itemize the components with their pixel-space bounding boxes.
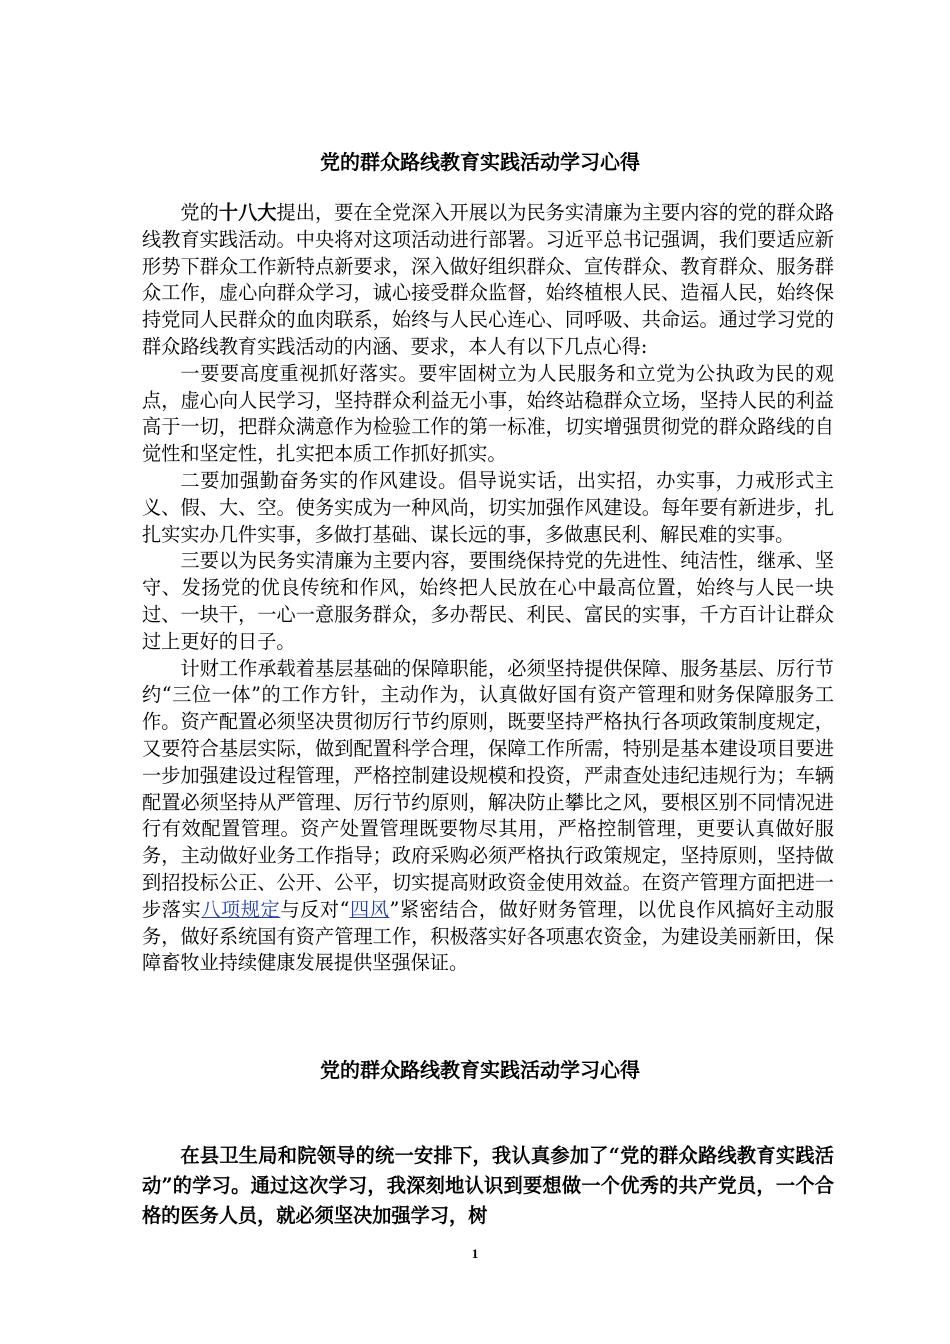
paragraph-1-text-before: 党的 [180, 201, 219, 224]
article-2-body [142, 1141, 834, 1231]
paragraph-1-text-after: 提出，要在全党深入开展以为民务实清廉为主要内容的党的群众路线教育实践活动。中央将对这项活动进行部署。习近平总书记强调，我们要适应新形势下群众工作新特点新要求，深入做好组织群众、宣传群众、教育群众、服务群众工作，虚心向群众学习，诚心接受群众监督，始终植根人民、造福人民，始终保持党同人民群众的血肉联系，始终与人民心连心、同呼吸、共命运。通过学习党的群众路线教育实践活动的内涵、要求，本人有以下几点心得: [142, 201, 835, 358]
article-1-paragraph-4: 三要以为民务实清廉为主要内容，要围绕保持党的先进性、纯洁性，继承、坚守、发扬党的优良传统和作风，始终把人民放在心中最高位置，始终与人民一块过、一块干，一心一意服务群众，多办帮民、利民、富民的实事，千方百计让群众过上更好的日子。 [142, 549, 834, 653]
eighteenth-congress-bold: 十八大 [218, 201, 277, 224]
paragraph-5-text-1: 计财工作承载着基层基础的保障职能，必须坚持提供保障、服务基层、厉行节约“三位一体”的工作方针，主动作为，认真做好国有资产管理和财务保障服务工作。资产配置必须坚决贯彻厉行节约原则，既要坚持严格执行各项政策制度规定，又要符合基层实际，做到配置科学合理，保障工作所需，特别是基本建设项目要进一步加强建设过程管理，严格控制建设规模和投资，严肃查处违纪违规行为；车辆配置必须坚持从严管理、厉行节约原则，解决防止攀比之风，要根区别不同情况进行有效配置管理。资产处置管理既要物尽其用，严格控制管理，更要认真做好服务，主动做好业务工作指导；政府采购必须严格执行政策规定，坚持原则，坚持做到招投标公正、公开、公平，切实提高财政资金使用效益。在资产管理方面把进一步落实 [142, 656, 834, 921]
article-1-title: 党的群众路线教育实践活动学习心得 [320, 150, 640, 174]
article-2-paragraph-1: 在县卫生局和院领导的统一安排下，我认真参加了“党的群众路线教育实践活动”的学习。通过这次学习，我深刻地认识到要想做一个优秀的共产党员，一个合格的医务人员，就必须坚决加强学习，树 [142, 1144, 834, 1227]
article-2-title: 党的群众路线教育实践活动学习心得 [320, 1058, 640, 1082]
article-1-body [142, 200, 834, 977]
article-1-paragraph-2: 一要要高度重视抓好落实。要牢固树立为人民服务和立党为公执政为民的观点，虚心向人民学习，坚持群众利益无小事，始终站稳群众立场，坚持人民的利益高于一切，把群众满意作为检验工作的第一标准，切实增强贯彻党的群众路线的自觉性和坚定性，扎实把本质工作抓好抓实。 [142, 361, 834, 466]
paragraph-5-text-2: 与反对“ [280, 897, 350, 921]
article-1-paragraph-5 [142, 656, 834, 978]
article-1-paragraph-1 [142, 200, 834, 361]
page-number: 1 [471, 1246, 479, 1261]
article-1-paragraph-3: 二要加强勤奋务实的作风建设。倡导说实话，出实招，办实事，力戒形式主义、假、大、空。使务实成为一种风尚，切实加强作风建设。每年要有新进步，扎扎实实办几件实事，多做打基础、谋长远的事，多做惠民利、解民难的实事。 [142, 468, 834, 546]
eight-rules-link[interactable]: 八项规定 [201, 897, 281, 921]
four-winds-link[interactable]: 四风 [349, 897, 390, 921]
paragraph-5-text-3: ”紧密结合，做好财务管理，以优良作风搞好主动服务，做好系统国有资产管理工作，积极落实好各项惠农资金，为建设美丽新田，保障畜牧业持续健康发展提供坚强保证。 [142, 897, 835, 975]
